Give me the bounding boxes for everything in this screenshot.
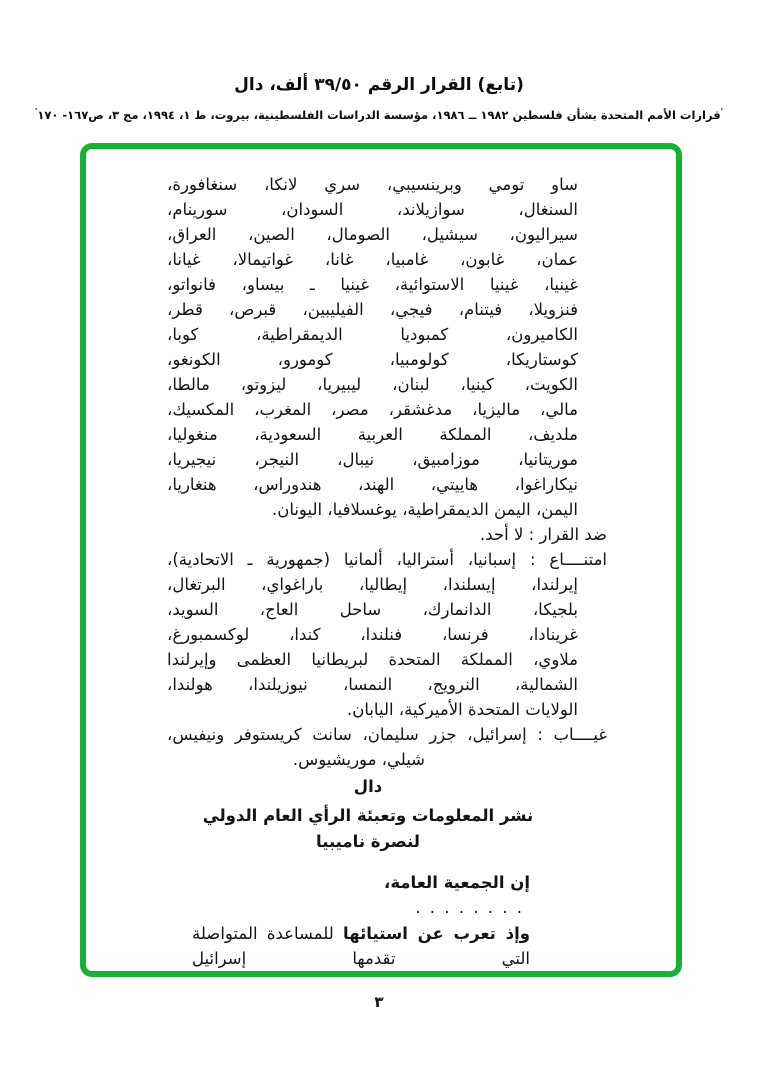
source-citation-line [0,104,758,123]
footnote-mark-start: ' [720,107,724,116]
abstain-line: بلجيكا، الدانمارك، ساحل العاج، السويد، [167,600,578,619]
abstain-line: ملاوي، المملكة المتحدة لبريطانيا العظمى وإيرلندا [167,650,578,669]
abstain-row [167,547,607,572]
general-assembly-opening: إن الجمعية العامة، [384,873,530,892]
in-favor-line-last: اليمن، اليمن الديمقراطية، يوغسلافيا، اليونان. [271,500,578,519]
abstain-line: إيرلندا، إيسلندا، إيطاليا، باراغواي، البرتغال، [167,575,578,594]
section-title: نشر المعلومات وتعبئة الرأي العام الدولي [202,806,534,825]
absent-colon: : [537,725,543,744]
against-value: لا أحد. [480,525,524,544]
in-favor-line: الكويت، كينيا، لبنان، ليبيريا، ليزوتو، مالطا، [167,375,578,394]
in-favor-line: سيراليون، سيشيل، الصومال، الصين، العراق، [167,225,578,244]
in-favor-line: السنغال، سوازيلاند، السودان، سورينام، [167,200,578,219]
in-favor-line: فنزويلا، فيتنام، فيجي، الفيليبين، قبرص، قطر، [167,300,578,319]
in-favor-line: الكاميرون، كمبوديا الديمقراطية، كوبا، [167,325,578,344]
against-colon: : [528,525,535,544]
section-heading [148,774,588,854]
abstain-colon: : [530,550,536,569]
section-letter: دال [353,777,383,796]
against-label: ضد القرار [539,525,607,544]
in-favor-line: ملديف، المملكة العربية السعودية، منغوليا، [167,425,578,444]
preambular-clause-bold: وإذ تعرب عن استيائها [343,924,530,943]
footnote-mark-end: ' [34,107,38,116]
preambular-clause [192,921,530,971]
absent-line-last: شيلي، موريشيوس. [292,750,425,769]
abstain-first-line: إسبانيا، أستراليا، ألمانيا (جمهورية ـ الاتحادية)، [167,550,517,569]
in-favor-line: نيكاراغوا، هاييتي، الهند، هندوراس، هنغاريا، [167,475,578,494]
resolution-continuation-title: (تابع) القرار الرقم ٣٩/٥٠ ألف، دال [234,75,524,95]
in-favor-line: مالي، ماليزيا، مدغشقر، مصر، المغرب، المكسيك، [167,400,578,419]
resolution-opening-block [167,870,607,971]
source-citation-text: قرارات الأمم المتحدة بشأن فلسطين ١٩٨٢ ــ ١٩٨٦، مؤسسة الدراسات الفلسطينية، بيروت، ط ١، ١٩٩٤، مج ٣، ص١٦٧- ١٧٠ [37,107,721,122]
abstain-line: الشمالية، النرويج، النمسا، نيوزيلندا، هولندا، [167,675,578,694]
abstain-line-last: الولايات المتحدة الأميركية، اليابان. [346,700,578,719]
abstain-country-list [167,572,607,722]
abstain-label: امتنــــاع [549,550,608,569]
in-favor-line: موريتانيا، موزامبيق، نيبال، النيجر، نيجيريا، [167,450,578,469]
in-favor-line: ساو تومي وبرينسيبي، سري لانكا، سنغافورة، [167,175,578,194]
section-subtitle: لنصرة ناميبيا [316,832,420,851]
absent-first-line: إسرائيل، جزر سليمان، سانت كريستوفر ونيفيس، [167,725,527,744]
preambular-clause-rest: للمساعدة المتواصلة التي تقدمها إسرائيل [192,924,530,968]
abstain-line: غرينادا، فرنسا، فنلندا، كندا، لوكسمبورغ، [167,625,578,644]
absent-label: غيــــاب [553,725,607,744]
resolution-text-column [167,172,607,971]
in-favor-line: كوستاريكا، كولومبيا، كومورو، الكونغو، [167,350,578,369]
in-favor-country-list [167,172,607,522]
in-favor-line: عمان، غابون، غامبيا، غانا، غواتيمالا، غيانا، [167,250,578,269]
against-row [167,522,607,547]
page-number: ٣ [374,993,384,1011]
in-favor-line: غينيا، غينيا الاستوائية، غينيا ـ بيساو، فانواتو، [167,275,578,294]
omission-dots: . . . . . . . . [415,898,524,917]
absent-row [167,722,607,747]
